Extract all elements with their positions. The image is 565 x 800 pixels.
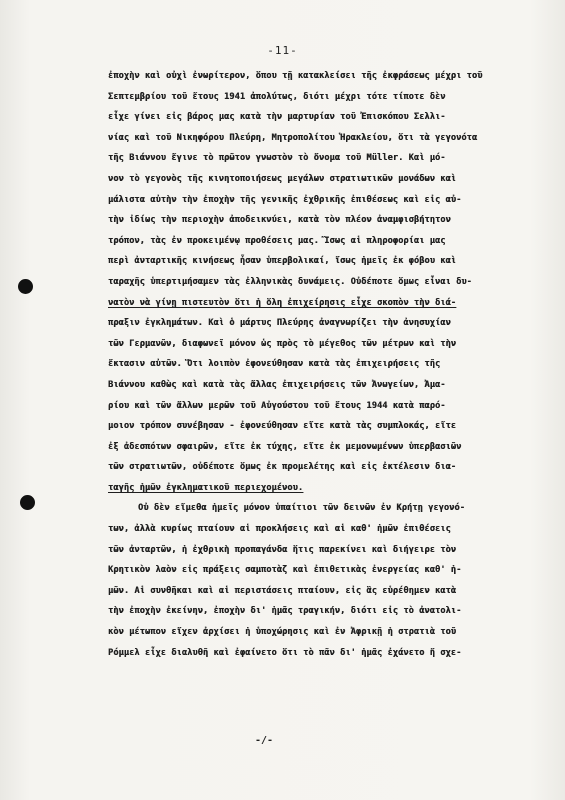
continuation-mark: -/- [255,735,274,746]
text-line: Οὐ δὲν εἴμεθα ἡμεῖς μόνον ὑπαίτιοι τῶν δεινῶν ἐν Κρήτῃ γεγονό- [138,503,465,514]
punch-hole-top [18,279,33,294]
text-line: ἔκτασιν αὐτῶν. Ὅτι λοιπὸν ἐφονεύθησαν κατὰ τὰς ἐπιχειρήσεις τῆς [108,359,441,370]
text-line: μάλιστα αὐτὴν τὴν ἐποχὴν τῆς γενικῆς ἐχθρικῆς ἐπιθέσεως καὶ εἰς αὐ- [108,194,462,205]
text-line: νατὸν νὰ γίνῃ πιστευτὸν ὅτι ἡ ὅλη ἐπιχείρησις εἶχε σκοπὸν τὴν διά- [108,297,457,308]
text-line: Ρόμμελ εἶχε διαλυθῆ καὶ ἐφαίνετο ὅτι τὸ πᾶν δι' ἡμᾶς ἐχάνετο ἤ σχε- [108,647,462,658]
text-line: κὸν μέτωπον εἴχεν ἀρχίσει ἡ ὑποχώρησις καὶ ἐν Ἀφρικῇ ἡ στρατιὰ τοῦ [108,627,457,638]
text-line: Βιάννου καθὼς καὶ κατὰ τὰς ἄλλας ἐπιχειρήσεις τῶν Ἀνωγείων, Ἀμα- [108,379,446,390]
punch-hole-bottom [20,495,35,510]
text-line: ρίου καὶ τῶν ἄλλων μερῶν τοῦ Αὐγούστου τοῦ ἔτους 1944 κατὰ παρό- [108,400,446,411]
text-line: τὴν ἰδίως τὴν περιοχὴν ἀποδεικνύει, κατὰ τὸν πλέον ἀναμφισβήτητον [108,215,451,226]
text-line: τῶν ἀνταρτῶν, ἡ ἐχθρικὴ προπαγάνδα ἥτις παρεκίνει καὶ διήγειρε τὸν [108,544,457,555]
text-line: ταραχῆς ὑπερτιμήσαμεν τὰς ἐλληνικὰς δυνάμεις. Οὐδέποτε ὅμως εἶναι δυ- [108,276,472,287]
text-line: Σεπτεμβρίου τοῦ ἔτους 1941 ἀπολύτως, διότι μέχρι τότε τίποτε δὲν [108,91,446,102]
text-line: πραξιν ἐγκλημάτων. Καὶ ὁ μάρτυς Πλεύρης ἀναγνωρίζει τὴν ἀνησυχίαν [108,318,451,329]
text-line: ταγῆς ἡμῶν ἐγκληματικοῦ περιεχομένου. [108,482,304,493]
text-line: νίας καὶ τοῦ Νικηφόρου Πλεύρη, Μητροπολίτου Ἡρακλείου, ὅτι τὰ γεγονότα [108,132,478,143]
text-line: τὴν ἐποχὴν ἐκείνην, ἐποχὴν δι' ἡμᾶς τραγικήν, διότι εἰς τὸ ἀνατολι- [108,606,462,617]
text-line: ἐξ ἀδεσπότων σφαιρῶν, εἴτε ἐκ τύχης, εἴτε ἐκ μεμονωμένων ὑπερβασιῶν [108,441,462,452]
text-line: τῶν στρατιωτῶν, οὐδέποτε ὅμως ἐκ προμελέτης καὶ εἰς ἐκτέλεσιν δια- [108,462,457,473]
text-line: περὶ ἀνταρτικῆς κινήσεως ἦσαν ὑπερβολικαί, ἴσως ἡμεῖς ἐκ φόβου καὶ [108,256,457,267]
text-line: ἐποχὴν καὶ οὐχὶ ἐνωρίτερον, ὅπου τῇ κατακλείσει τῆς ἐκφράσεως μέχρι τοῦ [108,71,483,81]
text-line: τῆς Βιάννου ἔγινε τὸ πρῶτον γνωστὸν τὸ ὄνομα τοῦ Müller. Καὶ μό- [108,153,446,164]
text-line: τρόπον, τὰς ἐν προκειμένῳ προθέσεις μας. Ἴσως αἱ πληροφορίαι μας [108,235,446,246]
text-line: Κρητικὸν λαὸν εἰς πράξεις σαμποτὰζ καὶ ἐπιθετικὰς ἐνεργείας καθ' ἡ- [108,565,462,576]
text-line: εἶχε γίνει εἰς βάρος μας κατὰ τὴν μαρτυρίαν τοῦ Ἐπισκόπου Σελλι- [108,112,446,123]
text-line: νον τὸ γεγονὸς τῆς κινητοποιήσεως μεγάλων στρατιωτικῶν μονάδων καὶ [108,173,457,184]
text-line: τῶν Γερμανῶν, διαφωνεῖ μόνον ὡς πρὸς τὸ μέγεθος τῶν μέτρων καὶ τὴν [108,338,457,349]
text-line: μῶν. Αἱ συνθῆκαι καὶ αἱ περιστάσεις πταίουν, εἰς ἃς εὑρέθημεν κατὰ [108,585,457,596]
text-line: μοιον τρόπον συνέβησαν - ἐφονεύθησαν εἴτε κατὰ τὰς συμπλοκάς, εἴτε [108,421,457,432]
document-body [108,66,548,663]
text-line: των, ἀλλὰ κυρίως πταίουν αἱ προκλήσεις καὶ αἱ καθ' ἡμῶν ἐπιθέσεις [108,524,451,535]
page-number: -11- [267,44,298,57]
